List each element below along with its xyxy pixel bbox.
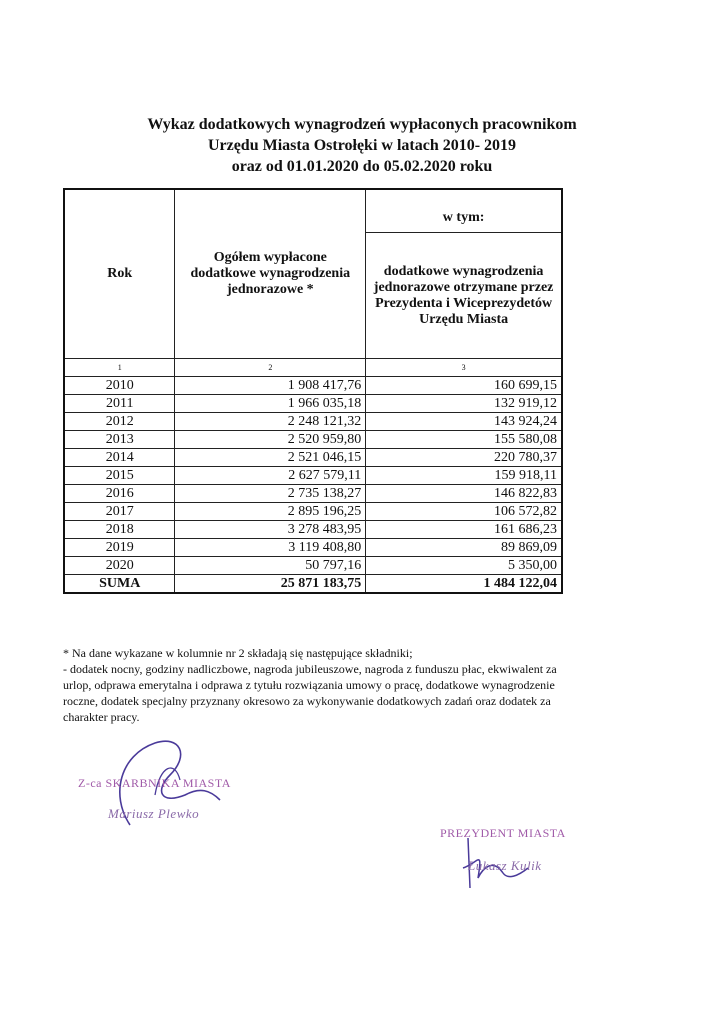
cell-year: 2010 bbox=[64, 377, 175, 395]
cell-president: 160 699,15 bbox=[366, 377, 562, 395]
table-row bbox=[64, 539, 562, 557]
footnote-line-2: - dodatek nocny, godziny nadliczbowe, nagroda jubileuszowe, nagroda z funduszu płac, ekwiwalent za urlop, odprawa emerytalna i odprawa z tytułu rozwiązania umowy o pracę, dodatkowe wynagrodzenie roczne, dodatek specjalny przyznany okresowo za wykonywanie dodatkowych zadań oraz dodatek za charakter pracy. bbox=[63, 662, 557, 724]
cell-president: 132 919,12 bbox=[366, 395, 562, 413]
left-stamp-name: Mariusz Plewko bbox=[108, 806, 200, 821]
cell-total: 1 908 417,76 bbox=[175, 377, 366, 395]
cell-year: 2017 bbox=[64, 503, 175, 521]
cell-year: 2018 bbox=[64, 521, 175, 539]
cell-total: 2 627 579,11 bbox=[175, 467, 366, 485]
cell-president: 155 580,08 bbox=[366, 431, 562, 449]
cell-total: 3 119 408,80 bbox=[175, 539, 366, 557]
table-row bbox=[64, 485, 562, 503]
header-total: Ogółem wypłacone dodatkowe wynagrodzenia jednorazowe * bbox=[175, 189, 366, 359]
table-row bbox=[64, 521, 562, 539]
cell-president: 159 918,11 bbox=[366, 467, 562, 485]
table-row bbox=[64, 503, 562, 521]
column-index-1: 1 bbox=[64, 359, 175, 377]
left-stamp-title: Z-ca SKARBNIKA MIASTA bbox=[78, 776, 231, 790]
cell-year: 2015 bbox=[64, 467, 175, 485]
cell-president: 146 822,83 bbox=[366, 485, 562, 503]
cell-total: 50 797,16 bbox=[175, 557, 366, 575]
sum-label: SUMA bbox=[64, 575, 175, 594]
cell-total: 2 735 138,27 bbox=[175, 485, 366, 503]
header-w-tym: w tym: bbox=[366, 189, 562, 233]
cell-total: 2 521 046,15 bbox=[175, 449, 366, 467]
bonus-table bbox=[63, 188, 563, 594]
table-row bbox=[64, 395, 562, 413]
title-line-1: Wykaz dodatkowych wynagrodzeń wypłaconych pracownikom bbox=[147, 116, 577, 133]
sum-row bbox=[64, 575, 562, 594]
table-row bbox=[64, 377, 562, 395]
column-index-2: 2 bbox=[175, 359, 366, 377]
cell-president: 89 869,09 bbox=[366, 539, 562, 557]
cell-president: 143 924,24 bbox=[366, 413, 562, 431]
cell-president: 161 686,23 bbox=[366, 521, 562, 539]
cell-president: 5 350,00 bbox=[366, 557, 562, 575]
cell-year: 2012 bbox=[64, 413, 175, 431]
right-stamp-title: PREZYDENT MIASTA bbox=[440, 826, 566, 840]
cell-total: 1 966 035,18 bbox=[175, 395, 366, 413]
document-title bbox=[0, 114, 724, 177]
sum-president: 1 484 122,04 bbox=[366, 575, 562, 594]
table-row bbox=[64, 467, 562, 485]
table-row bbox=[64, 413, 562, 431]
column-index-3: 3 bbox=[366, 359, 562, 377]
right-stamp-name: Łukasz Kulik bbox=[468, 858, 542, 873]
header-president: dodatkowe wynagrodzenia jednorazowe otrzymane przez Prezydenta i Wiceprezydetów Urzędu Miasta bbox=[366, 233, 562, 359]
cell-year: 2020 bbox=[64, 557, 175, 575]
cell-total: 2 248 121,32 bbox=[175, 413, 366, 431]
footnote-line-1: * Na dane wykazane w kolumnie nr 2 składają się następujące składniki; bbox=[63, 646, 413, 660]
table-row bbox=[64, 431, 562, 449]
cell-year: 2019 bbox=[64, 539, 175, 557]
cell-year: 2013 bbox=[64, 431, 175, 449]
sum-total: 25 871 183,75 bbox=[175, 575, 366, 594]
footnote bbox=[63, 645, 583, 725]
cell-year: 2014 bbox=[64, 449, 175, 467]
title-line-2: Urzędu Miasta Ostrołęki w latach 2010- 2019 bbox=[207, 137, 517, 154]
cell-president: 220 780,37 bbox=[366, 449, 562, 467]
cell-president: 106 572,82 bbox=[366, 503, 562, 521]
cell-year: 2016 bbox=[64, 485, 175, 503]
cell-total: 2 895 196,25 bbox=[175, 503, 366, 521]
cell-total: 3 278 483,95 bbox=[175, 521, 366, 539]
table-row bbox=[64, 449, 562, 467]
cell-total: 2 520 959,80 bbox=[175, 431, 366, 449]
header-rok: Rok bbox=[64, 189, 175, 359]
table-row bbox=[64, 557, 562, 575]
title-line-3: oraz od 01.01.2020 do 05.02.2020 roku bbox=[231, 158, 493, 175]
cell-year: 2011 bbox=[64, 395, 175, 413]
